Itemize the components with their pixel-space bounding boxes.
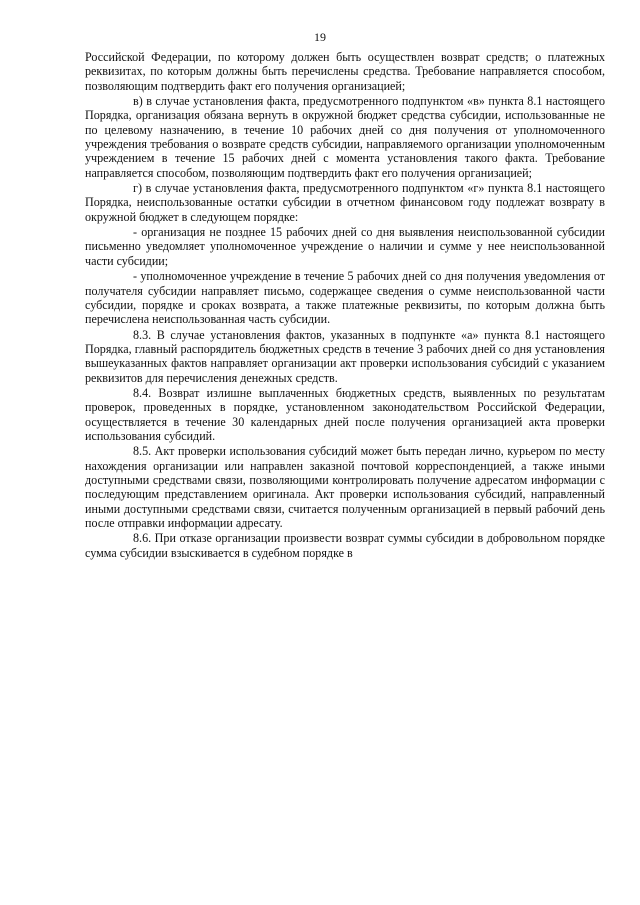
- document-body: [85, 50, 605, 560]
- paragraph: 8.4. Возврат излишне выплаченных бюджетных средств, выявленных по результатам проверок, проведенных в порядке, установленном законодательством Российской Федерации, осуществляется в течение 30 календарных дней после получения организацией акта проверки использования субсидий.: [85, 385, 605, 443]
- paragraph: 8.5. Акт проверки использования субсидий может быть передан лично, курьером по месту нахождения организации или направлен заказной почтовой корреспонденцией, а также иными доступными средствами связи, позволяющими контролировать получение адресатом информации с последующим представлением оригинала. Акт проверки использования субсидий, направленный иными доступными средствами связи, считается полученным организацией в первый рабочий день после отправки информации адресату.: [85, 444, 605, 530]
- paragraph: - организация не позднее 15 рабочих дней со дня выявления неиспользованной субсидии письменно уведомляет уполномоченное учреждение о наличии и сумме у нее неиспользованной части субсидии;: [85, 225, 605, 268]
- paragraph: 8.6. При отказе организации произвести возврат суммы субсидии в добровольном порядке сумма субсидии взыскивается в судебном порядке в: [85, 531, 605, 560]
- paragraph: в) в случае установления факта, предусмотренного подпунктом «в» пункта 8.1 настоящего Порядка, организация обязана вернуть в окружной бюджет средства субсидии, использованные не по целевому назначению, в течение 10 рабочих дней со дня получения от уполномоченного учреждения требования о возврате средств субсидии, направляемого организации уполномоченным учреждением в течение 15 рабочих дней с момента установления такого факта. Требование направляется способом, позволяющим подтвердить факт его получения организацией;: [85, 94, 605, 180]
- paragraph: 8.3. В случае установления фактов, указанных в подпункте «а» пункта 8.1 настоящего Порядка, главный распорядитель бюджетных средств в течение 3 рабочих дней со дня установления вышеуказанных фактов направляет организации акт проверки использования субсидий с указанием реквизитов для перечисления денежных средств.: [85, 327, 605, 385]
- paragraph: - уполномоченное учреждение в течение 5 рабочих дней со дня получения уведомления от получателя субсидии направляет письмо, содержащее сведения о сумме неиспользованной части субсидии, порядке и сроках возврата, а также платежные реквизиты, по которым должна быть перечислена неиспользованная часть субсидии.: [85, 269, 605, 327]
- paragraph: Российской Федерации, по которому должен быть осуществлен возврат средств; о платежных реквизитах, по которым должны быть перечислены средства. Требование направляется способом, позволяющим подтвердить факт его получения организацией;: [85, 50, 605, 93]
- paragraph: г) в случае установления факта, предусмотренного подпунктом «г» пункта 8.1 настоящего Порядка, неиспользованные остатки субсидии в отчетном финансовом году подлежат возврату в окружной бюджет в следующем порядке:: [85, 181, 605, 224]
- page-number: 19: [314, 30, 326, 44]
